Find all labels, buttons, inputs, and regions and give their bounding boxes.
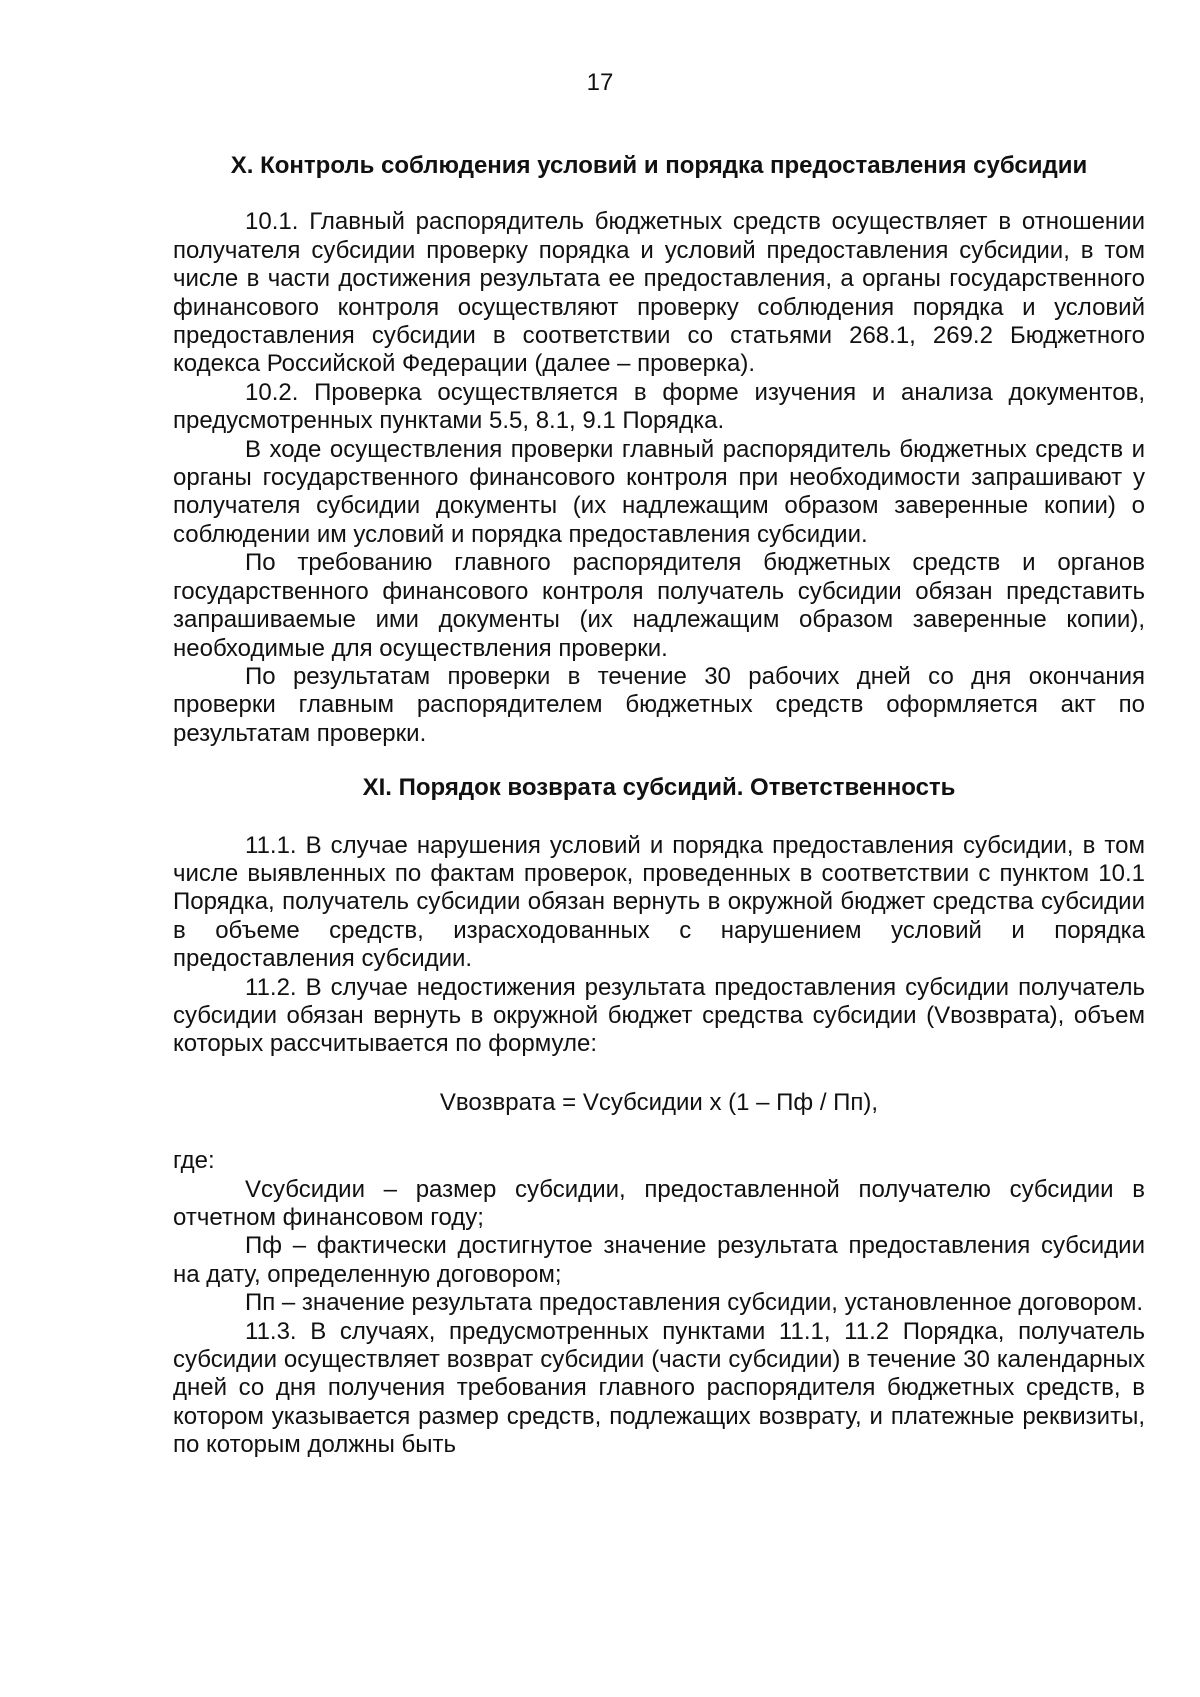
where-label: где:: [173, 1147, 215, 1175]
paragraph-11-1: 11.1. В случае нарушения условий и порядка предоставления субсидии, в том числе выявленных по фактам проверок, проведенных в соответствии с пунктом 10.1 Порядка, получатель субсидии обязан вернуть в окружной бюджет средства субсидии в объеме средств, израсходованных с нарушением условий и порядка предоставления субсидии.: [173, 831, 1145, 973]
paragraph-10-2-act: По результатам проверки в течение 30 рабочих дней со дня окончания проверки главным распорядителем бюджетных средств оформляется акт по результатам проверки.: [173, 662, 1145, 747]
paragraph-11-2: 11.2. В случае недостижения результата предоставления субсидии получатель субсидии обязан вернуть в окружной бюджет средства субсидии (Vвозврата), объем которых рассчитывается по формуле:: [173, 973, 1145, 1058]
section-11-heading: XI. Порядок возврата субсидий. Ответственность: [362, 774, 956, 802]
paragraph-10-2-request: В ходе осуществления проверки главный распорядитель бюджетных средств и органы государственного финансового контроля при необходимости запрашивают у получателя субсидии документы (их надлежащим образом заверенные копии) о соблюдении им условий и порядка предоставления субсидии.: [173, 435, 1145, 548]
return-formula: Vвозврата = Vсубсидии x (1 – Пф / Пп),: [439, 1088, 879, 1116]
paragraph-10-1: 10.1. Главный распорядитель бюджетных средств осуществляет в отношении получателя субсидии проверку порядка и условий предоставления субсидии, в том числе в части достижения результата ее предоставления, а органы государственного финансового контроля осуществляют проверку соблюдения порядка и условий предоставления субсидии в соответствии со статьями 268.1, 269.2 Бюджетного кодекса Российской Федерации (далее – проверка).: [173, 208, 1145, 378]
definition-pf: Пф – фактически достигнутое значение результата предоставления субсидии на дату, определенную договором;: [173, 1232, 1145, 1288]
paragraph-11-3: 11.3. В случаях, предусмотренных пунктами 11.1, 11.2 Порядка, получатель субсидии осуществляет возврат субсидии (части субсидии) в течение 30 календарных дней со дня получения требования главного распорядителя бюджетных средств, в котором указывается размер средств, подлежащих возврату, и платежные реквизиты, по которым должны быть: [173, 1317, 1145, 1459]
definition-v-subsidy: Vсубсидии – размер субсидии, предоставленной получателю субсидии в отчетном финансовом году;: [173, 1175, 1145, 1231]
document-body: [173, 152, 1145, 1460]
section-10-heading: X. Контроль соблюдения условий и порядка предоставления субсидии: [230, 152, 1088, 179]
paragraph-10-2: 10.2. Проверка осуществляется в форме изучения и анализа документов, предусмотренных пунктами 5.5, 8.1, 9.1 Порядка.: [173, 378, 1145, 435]
page-number: 17: [586, 69, 614, 96]
paragraph-10-2-obligation: По требованию главного распорядителя бюджетных средств и органов государственного финансового контроля получатель субсидии обязан представить запрашиваемые ими документы (их надлежащим образом заверенные копии), необходимые для осуществления проверки.: [173, 549, 1145, 662]
definition-pp: Пп – значение результата предоставления субсидии, установленное договором.: [245, 1289, 1144, 1317]
